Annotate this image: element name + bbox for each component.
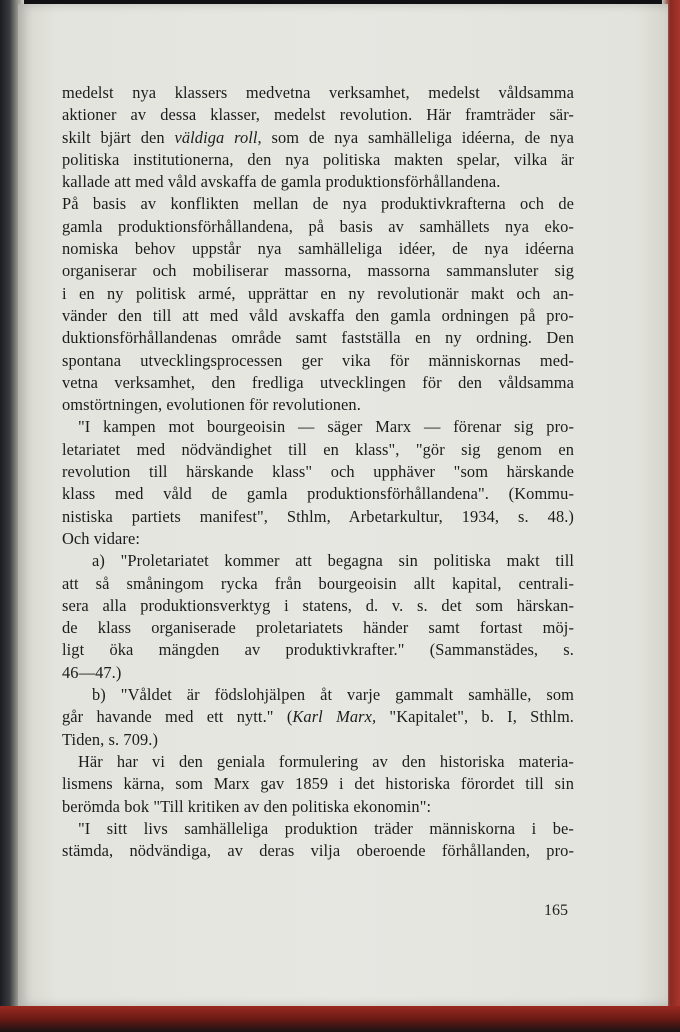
text-fragment: går havande med ett nytt." ( bbox=[62, 707, 293, 727]
text-line bbox=[62, 706, 574, 728]
text-fragment: , som de nya samhälleliga idéerna, de nya bbox=[257, 127, 574, 147]
text-line: organiserar och mobiliserar massorna, massorna sammansluter sig bbox=[62, 261, 574, 281]
text-line: vänder den till att med våld avskaffa den gamla ordningen på pro- bbox=[62, 305, 574, 325]
text-line bbox=[62, 127, 574, 149]
book-page bbox=[18, 4, 668, 1006]
text-line: kallade att med våld avskaffa de gamla produktionsförhållandena. bbox=[62, 172, 501, 192]
text-line: att så småningom rycka från bourgeoisin allt kapital, centrali- bbox=[62, 573, 574, 593]
text-line: letariatet med nödvändighet till en klass", "gör sig genom en bbox=[62, 439, 574, 459]
text-line: aktioner av dessa klasser, medelst revolution. Här framträder sär- bbox=[62, 105, 574, 125]
text-line: På basis av konflikten mellan de nya produktivkrafterna och de bbox=[62, 194, 574, 214]
text-line: nistiska partiets manifest", Sthlm, Arbetarkultur, 1934, s. 48.) bbox=[62, 506, 574, 526]
text-line: klass med våld de gamla produktionsförhållandena". (Kommu- bbox=[62, 484, 574, 504]
text-line: duktionsförhållandenas område samt fastställa en ny ordning. Den bbox=[62, 328, 574, 348]
text-line: Tiden, s. 709.) bbox=[62, 729, 159, 749]
text-line: berömda bok "Till kritiken av den politiska ekonomin": bbox=[62, 796, 432, 816]
book-bottom-edge bbox=[0, 1006, 680, 1032]
text-fragment: skilt bjärt den bbox=[62, 127, 175, 147]
text-line: "I kampen mot bourgeoisin — säger Marx — förenar sig pro- bbox=[78, 417, 574, 437]
text-line: nomiska behov uppstår nya samhälleliga idéer, de nya idéerna bbox=[62, 239, 574, 259]
text-line: Här har vi den geniala formulering av den historiska materia- bbox=[78, 751, 574, 771]
body-text bbox=[62, 82, 574, 862]
text-line: b) "Våldet är födslohjälpen åt varje gammalt samhälle, som bbox=[92, 685, 574, 705]
text-fragment: "Kapitalet", b. I, Sthlm. bbox=[376, 707, 575, 727]
text-line: omstörtningen, evolutionen för revolutionen. bbox=[62, 395, 361, 415]
text-line: a) "Proletariatet kommer att begagna sin politiska makt till bbox=[92, 551, 574, 571]
text-line: sera alla produktionsverktyg i statens, d. v. s. det som härskan- bbox=[62, 595, 574, 615]
emphasis-text: Karl Marx, bbox=[292, 707, 377, 727]
text-line: lismens kärna, som Marx gav 1859 i det historiska förordet till sin bbox=[62, 774, 574, 794]
text-line: de klass organiserade proletariatets händer samt fortast möj- bbox=[62, 618, 574, 638]
page-number: 165 bbox=[544, 902, 568, 919]
text-line: spontana utvecklingsprocessen ger vika för människornas med- bbox=[62, 350, 574, 370]
text-line: Och vidare: bbox=[62, 528, 141, 548]
text-line: ligt öka mängden av produktivkrafter." (Sammanstädes, s. bbox=[62, 640, 574, 660]
text-line: medelst nya klassers medvetna verksamhet, medelst våldsamma bbox=[62, 83, 574, 102]
text-line: politiska institutionerna, den nya politiska makten spelar, vilka är bbox=[62, 149, 574, 169]
text-line: 46—47.) bbox=[62, 662, 122, 682]
text-line: i en ny politisk armé, upprättar en ny revolutionär makt och an- bbox=[62, 283, 574, 303]
text-line: vetna verksamhet, den fredliga utvecklingen för den våldsamma bbox=[62, 372, 574, 392]
text-line: gamla produktionsförhållandena, på basis av samhällets nya eko- bbox=[62, 216, 574, 236]
text-line: "I sitt livs samhälleliga produktion träder människorna i be- bbox=[78, 818, 574, 838]
text-line: stämda, nödvändiga, av deras vilja oberoende förhållanden, pro- bbox=[62, 841, 574, 861]
emphasis-text: väldiga roll bbox=[174, 127, 258, 147]
text-line: revolution till härskande klass" och upphäver "som härskande bbox=[62, 462, 574, 482]
